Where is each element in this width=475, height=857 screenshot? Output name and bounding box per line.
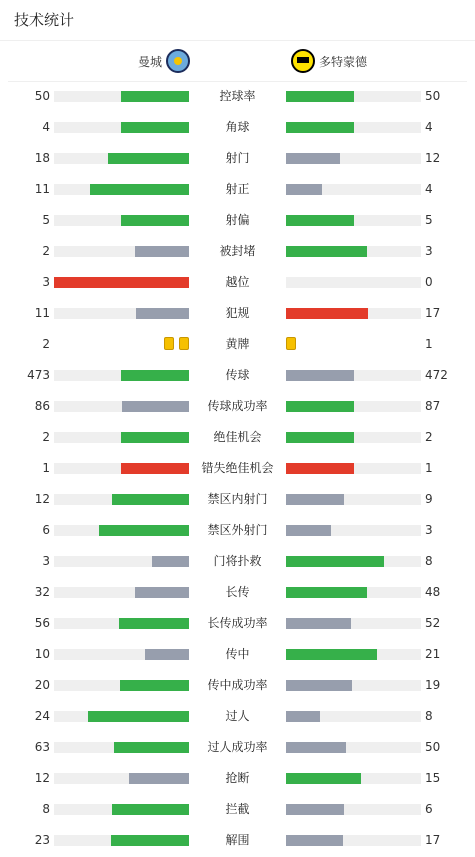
away-team-name: 多特蒙德 <box>319 54 368 69</box>
home-stat-value: 2 <box>42 430 50 444</box>
away-stat-bar <box>286 835 343 846</box>
home-stat-bar <box>121 215 189 226</box>
stat-row <box>0 112 475 143</box>
away-stat-value: 1 <box>425 337 433 351</box>
away-stat-bar-track <box>286 277 421 288</box>
home-stat-bar <box>129 773 189 784</box>
yellow-card-icon <box>164 337 174 350</box>
stat-row <box>0 236 475 267</box>
home-stat-bar-track <box>54 153 189 164</box>
home-stat-value: 32 <box>34 585 50 599</box>
stat-row <box>0 205 475 236</box>
stat-label: 黄牌 <box>225 337 250 351</box>
away-stat-bar-track <box>286 742 421 753</box>
away-stat-bar-track <box>286 153 421 164</box>
stat-row <box>0 701 475 732</box>
stat-label: 拦截 <box>225 802 250 816</box>
away-stat-bar <box>286 711 320 722</box>
away-stat-bar-track <box>286 773 421 784</box>
home-stat-bar-track <box>54 649 189 660</box>
stat-row <box>0 515 475 546</box>
home-stat-value: 473 <box>27 368 50 382</box>
away-stat-bar <box>286 308 368 319</box>
stat-label: 传中 <box>225 647 250 661</box>
home-team-name: 曼城 <box>138 54 163 69</box>
stat-row <box>0 825 475 856</box>
home-stat-bar <box>114 742 189 753</box>
stat-row <box>0 298 475 329</box>
stat-row <box>0 732 475 763</box>
away-stat-value: 6 <box>425 802 433 816</box>
stat-label: 过人成功率 <box>207 740 268 754</box>
home-stat-value: 5 <box>42 213 50 227</box>
home-stat-bar <box>88 711 189 722</box>
home-stat-value: 12 <box>34 771 50 785</box>
away-stat-value: 4 <box>425 120 433 134</box>
stat-row <box>0 143 475 174</box>
home-stat-bar-track <box>54 618 189 629</box>
away-stat-value: 48 <box>425 585 441 599</box>
away-stat-bar <box>286 742 346 753</box>
away-stat-value: 9 <box>425 492 433 506</box>
home-stat-bar-track <box>54 215 189 226</box>
away-stat-bar-track <box>286 246 421 257</box>
stat-label: 越位 <box>225 275 250 289</box>
stat-label: 射偏 <box>225 213 250 227</box>
away-stat-value: 472 <box>425 368 448 382</box>
home-stat-bar-track <box>54 680 189 691</box>
away-stat-bar-track <box>286 649 421 660</box>
home-stat-bar-track <box>54 835 189 846</box>
home-stat-value: 11 <box>34 182 50 196</box>
away-stat-bar-track <box>286 122 421 133</box>
home-stat-bar-track <box>54 711 189 722</box>
away-stat-bar-track <box>286 525 421 536</box>
home-stat-bar <box>121 463 189 474</box>
stat-label: 过人 <box>225 709 250 723</box>
stat-label: 传中成功率 <box>207 678 268 692</box>
away-stat-value: 17 <box>425 306 441 320</box>
home-stat-bar <box>135 246 189 257</box>
away-stat-value: 0 <box>425 275 433 289</box>
away-stat-value: 87 <box>425 399 441 413</box>
away-stat-bar <box>286 525 331 536</box>
home-stat-bar <box>121 370 189 381</box>
home-stat-bar-track <box>54 587 189 598</box>
away-stat-bar <box>286 246 367 257</box>
home-stat-bar-track <box>54 432 189 443</box>
home-stat-bar <box>111 835 189 846</box>
away-stat-bar-track <box>286 835 421 846</box>
away-stat-value: 1 <box>425 461 433 475</box>
away-stat-bar <box>286 587 367 598</box>
stat-label: 禁区内射门 <box>207 492 268 506</box>
stat-label: 传球 <box>225 368 250 382</box>
home-stat-value: 2 <box>42 244 50 258</box>
stat-row <box>0 81 475 112</box>
stat-row <box>0 546 475 577</box>
away-stat-value: 15 <box>425 771 441 785</box>
home-stat-value: 3 <box>42 275 50 289</box>
home-stat-bar-track <box>54 246 189 257</box>
yellow-card-icon <box>286 337 296 350</box>
home-stat-bar <box>120 680 189 691</box>
away-stat-bar-track <box>286 680 421 691</box>
home-stat-bar-track <box>54 122 189 133</box>
home-stat-value: 3 <box>42 554 50 568</box>
stats-list <box>0 81 475 856</box>
home-stat-value: 4 <box>42 120 50 134</box>
stat-label: 犯规 <box>225 306 250 320</box>
away-stat-bar-track <box>286 184 421 195</box>
stat-label: 角球 <box>225 120 250 134</box>
away-stat-value: 3 <box>425 244 433 258</box>
away-stat-value: 19 <box>425 678 441 692</box>
home-stat-bar <box>145 649 189 660</box>
stat-row <box>0 267 475 298</box>
away-stat-bar <box>286 463 354 474</box>
away-stat-value: 8 <box>425 554 433 568</box>
home-stat-bar <box>90 184 189 195</box>
away-stat-bar <box>286 184 322 195</box>
stat-row <box>0 763 475 794</box>
home-stat-value: 63 <box>34 740 50 754</box>
home-stat-value: 86 <box>34 399 50 413</box>
stat-label: 长传成功率 <box>207 616 268 630</box>
home-stat-bar <box>119 618 189 629</box>
away-stat-bar-track <box>286 432 421 443</box>
home-stat-bar <box>135 587 189 598</box>
home-stat-bar-track <box>54 556 189 567</box>
away-stat-bar-track <box>286 711 421 722</box>
stat-label: 射门 <box>225 151 250 165</box>
home-stat-value: 18 <box>34 151 50 165</box>
stat-label: 绝佳机会 <box>213 430 262 444</box>
away-stat-value: 2 <box>425 430 433 444</box>
away-stat-bar <box>286 215 354 226</box>
away-stat-value: 50 <box>425 740 441 754</box>
away-stat-bar <box>286 91 354 102</box>
away-stat-bar-track <box>286 556 421 567</box>
home-stat-bar-track <box>54 742 189 753</box>
stat-label: 射正 <box>225 182 250 196</box>
home-stat-bar <box>136 308 189 319</box>
stat-row <box>0 577 475 608</box>
away-stat-bar <box>286 804 344 815</box>
stat-row <box>0 453 475 484</box>
stat-label: 解围 <box>225 833 250 847</box>
away-stat-bar <box>286 773 361 784</box>
home-stat-value: 23 <box>34 833 50 847</box>
home-stat-bar-track <box>54 91 189 102</box>
away-stat-bar-track <box>286 804 421 815</box>
away-stat-bar-track <box>286 463 421 474</box>
home-stat-bar <box>122 401 189 412</box>
away-stat-bar <box>286 556 384 567</box>
home-stat-value: 11 <box>34 306 50 320</box>
away-stat-bar-track <box>286 215 421 226</box>
home-stat-bar <box>121 122 189 133</box>
stat-label: 门将扑救 <box>213 554 262 568</box>
away-stat-value: 21 <box>425 647 441 661</box>
away-stat-bar <box>286 370 354 381</box>
home-stat-bar-track <box>54 277 189 288</box>
away-stat-bar-track <box>286 401 421 412</box>
home-stat-value: 24 <box>34 709 50 723</box>
home-stat-value: 8 <box>42 802 50 816</box>
away-stat-value: 50 <box>425 89 441 103</box>
away-stat-value: 12 <box>425 151 441 165</box>
home-stat-value: 10 <box>34 647 50 661</box>
teams-header <box>8 41 467 82</box>
away-stat-value: 3 <box>425 523 433 537</box>
home-stat-bar <box>112 494 189 505</box>
home-stat-bar-track <box>54 308 189 319</box>
yellow-card-icon <box>179 337 189 350</box>
home-stat-bar-track <box>54 370 189 381</box>
stat-label: 被封堵 <box>219 244 256 258</box>
home-stat-bar-track <box>54 463 189 474</box>
stat-label: 抢断 <box>225 771 250 785</box>
stat-row <box>0 422 475 453</box>
stat-row <box>0 794 475 825</box>
home-team-logo-icon <box>166 49 190 73</box>
home-stat-value: 56 <box>34 616 50 630</box>
away-stat-bar <box>286 432 354 443</box>
away-stat-value: 8 <box>425 709 433 723</box>
stat-label: 错失绝佳机会 <box>201 461 274 475</box>
home-stat-bar-track <box>54 804 189 815</box>
home-stat-bar <box>121 432 189 443</box>
stat-row <box>0 670 475 701</box>
home-stat-bar <box>112 804 189 815</box>
stat-row <box>0 639 475 670</box>
home-stat-bar <box>99 525 189 536</box>
away-stat-bar-track <box>286 587 421 598</box>
away-stat-bar-track <box>286 370 421 381</box>
home-stat-bar-track <box>54 773 189 784</box>
home-team[interactable] <box>138 41 190 81</box>
home-stat-bar <box>152 556 189 567</box>
away-stat-bar-track <box>286 618 421 629</box>
page-title: 技术统计 <box>0 0 475 41</box>
away-stat-bar <box>286 618 351 629</box>
away-stat-bar <box>286 153 340 164</box>
away-stat-value: 5 <box>425 213 433 227</box>
stat-row <box>0 329 475 360</box>
stat-label: 控球率 <box>219 89 256 103</box>
stat-row <box>0 391 475 422</box>
away-stat-bar <box>286 122 354 133</box>
home-stat-value: 6 <box>42 523 50 537</box>
away-stat-bar-track <box>286 91 421 102</box>
away-stat-bar-track <box>286 494 421 505</box>
stat-label: 禁区外射门 <box>207 523 268 537</box>
home-stat-bar-track <box>54 401 189 412</box>
stat-row <box>0 608 475 639</box>
stat-label: 长传 <box>225 585 250 599</box>
home-stat-bar <box>54 277 189 288</box>
home-stat-value: 20 <box>34 678 50 692</box>
away-team-logo-icon <box>291 49 315 73</box>
home-stat-value: 2 <box>42 337 50 351</box>
stat-row <box>0 360 475 391</box>
home-stat-value: 12 <box>34 492 50 506</box>
away-stat-bar-track <box>286 308 421 319</box>
away-stat-bar <box>286 649 377 660</box>
stat-label: 传球成功率 <box>207 399 268 413</box>
stat-row <box>0 174 475 205</box>
home-stat-bar <box>121 91 189 102</box>
away-stat-bar <box>286 494 344 505</box>
away-team[interactable] <box>291 41 367 81</box>
stat-row <box>0 484 475 515</box>
away-stat-bar <box>286 401 354 412</box>
home-stat-bar-track <box>54 494 189 505</box>
away-stat-value: 52 <box>425 616 441 630</box>
home-stat-value: 1 <box>42 461 50 475</box>
home-stat-bar-track <box>54 525 189 536</box>
away-stat-value: 17 <box>425 833 441 847</box>
home-stat-bar-track <box>54 184 189 195</box>
home-stat-value: 50 <box>34 89 50 103</box>
home-stat-bar <box>108 153 189 164</box>
away-stat-value: 4 <box>425 182 433 196</box>
away-stat-bar <box>286 680 352 691</box>
